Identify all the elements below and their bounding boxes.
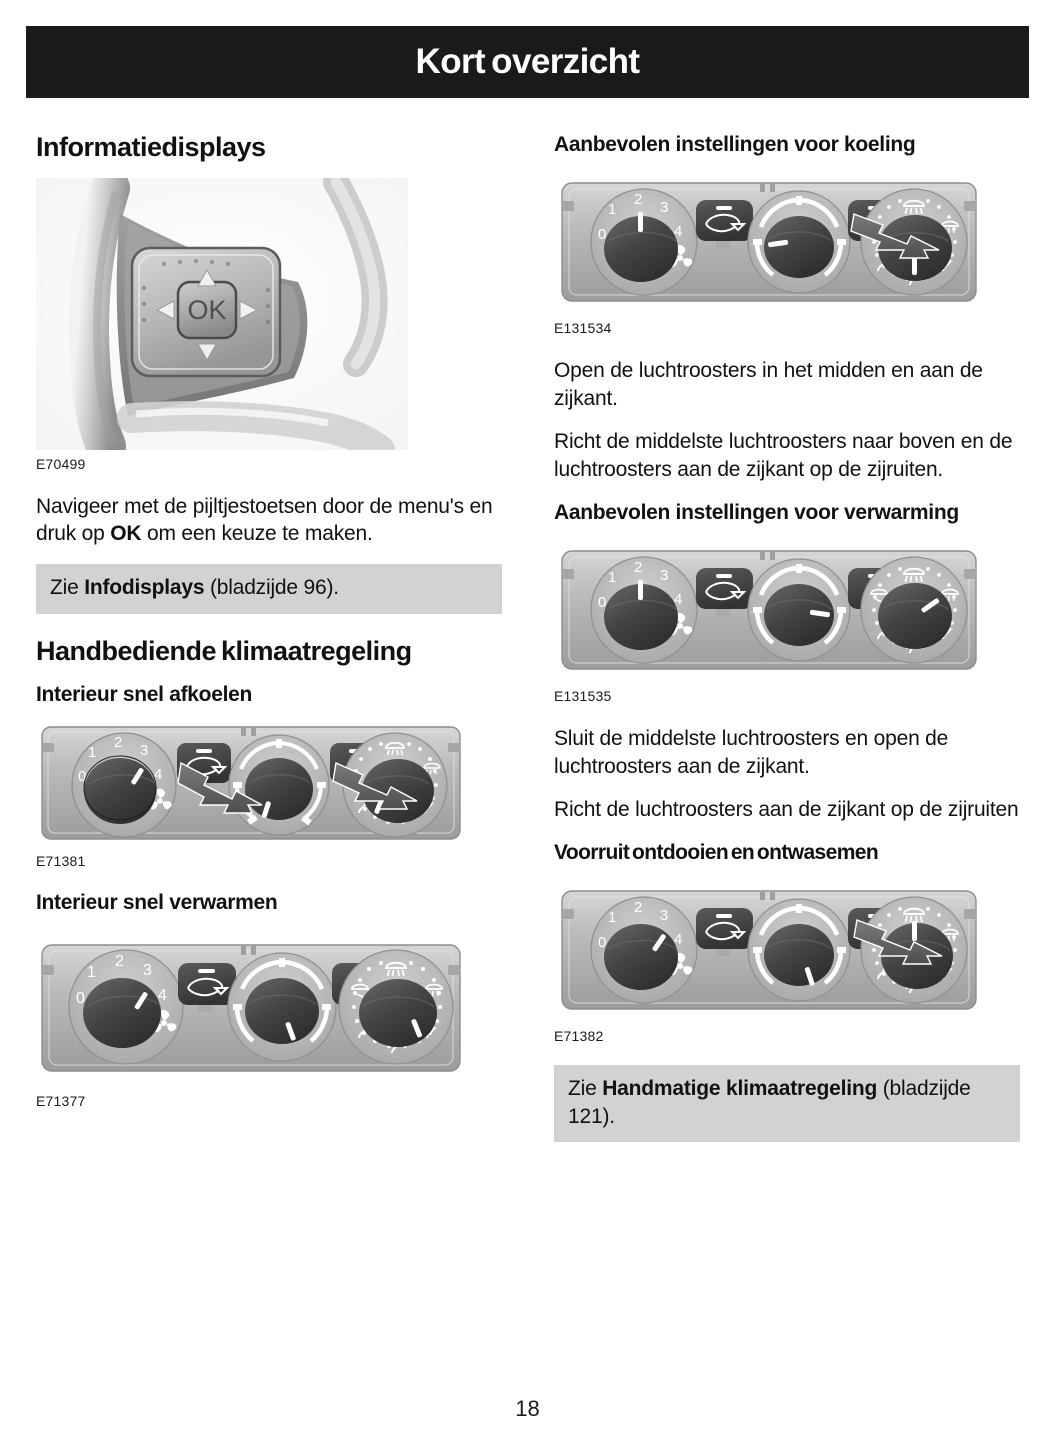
fan-label-1: 1: [608, 201, 617, 219]
xref-before: Zie: [50, 576, 85, 600]
figure-caption-e131534: E131534: [554, 320, 612, 337]
fan-label-2: 2: [634, 899, 643, 917]
figure-climate-panel-quick-cool: [36, 719, 502, 847]
figure-steering-wheel-controls: [36, 178, 502, 450]
fan-label-0: 0: [78, 767, 87, 785]
fan-label-2: 2: [634, 191, 643, 209]
fan-label-3: 3: [660, 907, 669, 925]
subheading-interieur-snel-afkoelen: Interieur snel afkoelen: [36, 682, 253, 706]
paragraph-navigeer-bold: OK: [110, 522, 142, 546]
paragraph-richt-luchtroosters-zijkant: Richt de luchtroosters aan de zijkant op de zijruiten: [554, 798, 1019, 822]
cross-reference-infodisplays[interactable]: [36, 564, 502, 614]
airflow-distribution-dial[interactable]: [339, 950, 453, 1064]
ok-button[interactable]: [178, 282, 236, 338]
fan-speed-dial[interactable]: [591, 897, 697, 1003]
climate-control-panel-illustration: [36, 927, 466, 1087]
climate-control-panel-illustration: [554, 877, 984, 1022]
recirculation-button[interactable]: [696, 908, 753, 956]
page-columns: [0, 132, 1055, 1164]
fan-label-0: 0: [76, 989, 85, 1007]
figure-climate-panel-cooling: [554, 169, 1020, 314]
subheading-aanbevolen-koeling: Aanbevolen instellingen voor koeling: [554, 133, 916, 156]
temperature-dial[interactable]: [748, 899, 850, 1001]
fan-speed-dial[interactable]: [72, 733, 176, 837]
figure-climate-panel-defrost: [554, 877, 1020, 1022]
fan-label-4: 4: [154, 765, 163, 783]
figure-climate-panel-heating: [554, 537, 1020, 682]
subheading-interieur-snel-verwarmen: Interieur snel verwarmen: [36, 890, 278, 914]
fan-label-3: 3: [143, 961, 152, 979]
fan-label-4: 4: [674, 931, 683, 949]
figure-caption-e71377: E71377: [36, 1092, 86, 1109]
page-number: 18: [515, 1396, 540, 1421]
xref-target: Infodisplays: [84, 576, 205, 600]
page-title: Kort overzicht: [415, 42, 640, 81]
fan-label-3: 3: [660, 567, 669, 585]
figure-caption-e71381: E71381: [36, 852, 86, 869]
xref-after: (bladzijde 121).: [568, 1076, 971, 1128]
left-column: [36, 132, 502, 1164]
fan-label-1: 1: [87, 963, 96, 981]
fan-label-0: 0: [598, 934, 607, 952]
section-heading-handbediende-klimaatregeling: Handbediende klimaatregeling: [36, 635, 412, 666]
climate-control-panel-illustration: [36, 719, 466, 847]
paragraph-navigeer-before: Navigeer met de pijltjestoetsen door de menu's en druk op: [36, 494, 493, 546]
paragraph-richt-middelste-luchtroosters: Richt de middelste luchtroosters naar boven en de luchtroosters aan de zijkant op de zijruiten.: [554, 430, 1013, 482]
temperature-dial[interactable]: [748, 191, 850, 293]
xref-before: Zie: [568, 1076, 603, 1100]
fan-speed-dial[interactable]: [591, 189, 697, 295]
fan-label-2: 2: [114, 733, 123, 751]
fan-label-3: 3: [140, 741, 149, 759]
paragraph-navigeer: [36, 493, 502, 548]
right-column: [554, 132, 1020, 1164]
recirculation-button[interactable]: [696, 200, 753, 248]
xref-after: (bladzijde 96).: [204, 576, 339, 600]
fan-label-4: 4: [158, 986, 167, 1004]
subheading-aanbevolen-verwarming: Aanbevolen instellingen voor verwarming: [554, 500, 959, 524]
steering-wheel-illustration: [36, 178, 408, 450]
cross-reference-handmatige-klimaatregeling[interactable]: [554, 1065, 1020, 1142]
fan-speed-dial[interactable]: [69, 950, 183, 1064]
fan-label-0: 0: [598, 226, 607, 244]
fan-label-4: 4: [674, 591, 683, 609]
temperature-dial[interactable]: [229, 735, 329, 835]
fan-label-1: 1: [608, 569, 617, 587]
figure-caption-e70499: E70499: [36, 455, 86, 472]
ok-button-label: OK: [187, 294, 227, 325]
fan-speed-dial[interactable]: [591, 557, 697, 663]
steering-wheel-control-pad[interactable]: [132, 248, 280, 376]
fan-label-2: 2: [634, 559, 643, 577]
xref-target: Handmatige klimaatregeling: [602, 1076, 878, 1100]
paragraph-sluit-middelste-luchtroosters: Sluit de middelste luchtroosters en open de luchtroosters aan de zijkant.: [554, 726, 949, 778]
recirculation-button[interactable]: [178, 963, 236, 1012]
paragraph-navigeer-after: om een keuze te maken.: [141, 522, 373, 546]
figure-caption-e131535: E131535: [554, 688, 612, 705]
fan-label-3: 3: [660, 199, 669, 217]
subheading-voorruit-ontdooien: Voorruit ontdooien en ontwasemen: [554, 841, 879, 864]
temperature-dial[interactable]: [748, 559, 850, 661]
temperature-dial[interactable]: [228, 953, 336, 1061]
fan-label-2: 2: [115, 952, 124, 970]
figure-caption-e71382: E71382: [554, 1028, 604, 1045]
climate-control-panel-illustration: [554, 169, 984, 314]
fan-label-0: 0: [598, 594, 607, 612]
paragraph-open-luchtroosters: Open de luchtroosters in het midden en aan de zijkant.: [554, 358, 983, 410]
figure-climate-panel-quick-heat: [36, 927, 502, 1087]
climate-control-panel-illustration: [554, 537, 984, 682]
fan-label-1: 1: [88, 743, 97, 761]
fan-label-1: 1: [608, 909, 617, 927]
page-header: [26, 26, 1029, 98]
section-heading-informatiedisplays: Informatiedisplays: [36, 132, 266, 162]
fan-label-4: 4: [674, 223, 683, 241]
recirculation-button[interactable]: [696, 568, 753, 616]
airflow-distribution-dial[interactable]: [861, 557, 967, 663]
